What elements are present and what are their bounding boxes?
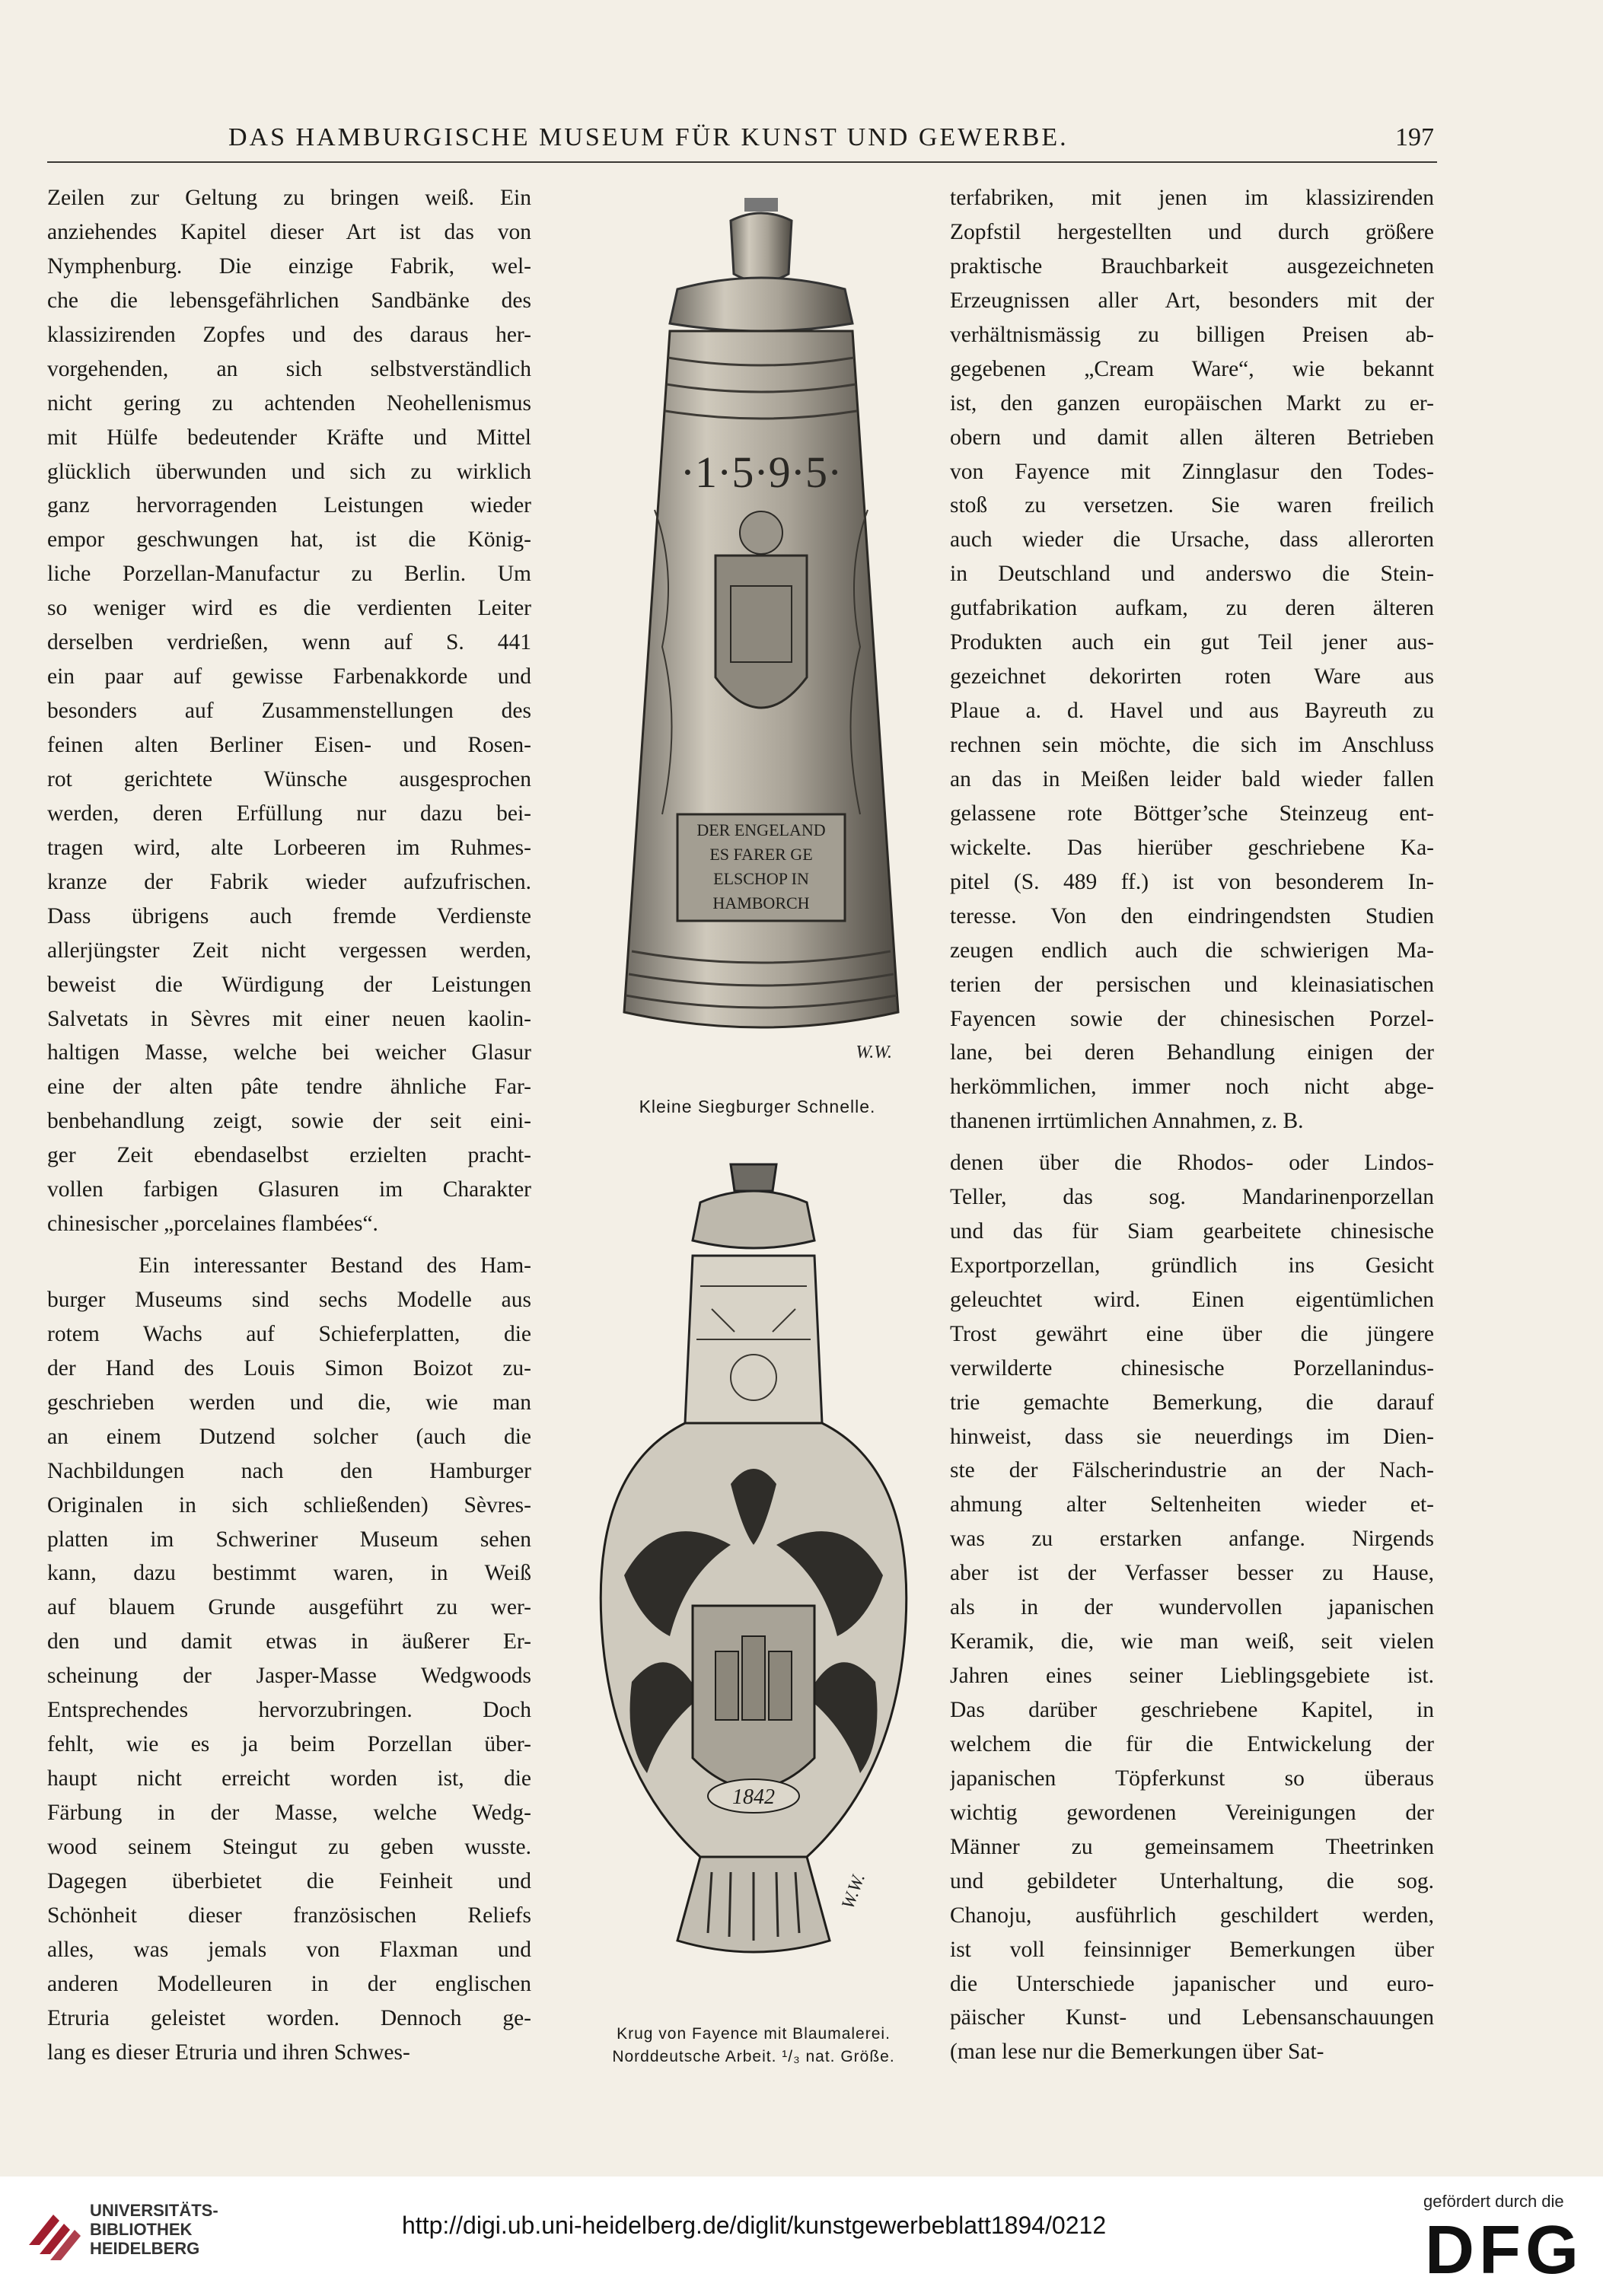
text-line: päischer Kunst- und Lebensanschauungen bbox=[950, 2005, 1434, 2030]
text-line: liche Porzellan-Manufactur zu Berlin. Um bbox=[47, 562, 531, 587]
library-name-line-2: BIBLIOTHEK bbox=[90, 2220, 193, 2239]
text-line: tragen wird, alte Lorbeeren im Ruhmes- bbox=[47, 835, 531, 860]
figure2-caption-line-1: Krug von Fayence mit Blaumalerei. bbox=[617, 2025, 891, 2043]
text-line: an einem Dutzend solcher (auch die bbox=[47, 1424, 531, 1449]
text-line: gelassene rote Böttger’sche Steinzeug ent- bbox=[950, 801, 1434, 826]
text-line: ist voll feinsinniger Bemerkungen über bbox=[950, 1937, 1434, 1962]
source-url-link[interactable]: http://digi.ub.uni-heidelberg.de/diglit/kunstgewerbeblatt1894/0212 bbox=[402, 2212, 1107, 2239]
text-line: besonders auf Zusammenstellungen des bbox=[47, 699, 531, 724]
text-line: Salvetats in Sèvres mit einer neuen kaolin- bbox=[47, 1006, 531, 1031]
left-column-bottom bbox=[47, 1249, 531, 2070]
text-line: empor geschwungen hat, ist die König- bbox=[47, 527, 531, 553]
library-name-line-1: UNIVERSITÄTS- bbox=[90, 2201, 218, 2220]
ub-heidelberg-icon bbox=[23, 2201, 82, 2260]
text-line: nicht gering zu achtenden Neohellenismus bbox=[47, 390, 531, 416]
text-line: fehlt, wie es ja beim Porzellan über- bbox=[47, 1732, 531, 1757]
left-column-top bbox=[47, 181, 531, 1241]
schnelle-illustration bbox=[609, 190, 913, 1088]
text-line: wood seinem Steingut zu geben wusste. bbox=[47, 1834, 531, 1859]
library-name-line-3: HEIDELBERG bbox=[90, 2239, 200, 2258]
text-line: Exportporzellan, gründlich ins Gesicht bbox=[950, 1253, 1434, 1278]
text-line: allerjüngster Zeit nicht vergessen werden, bbox=[47, 938, 531, 963]
running-header: DAS HAMBURGISCHE MUSEUM FÜR KUNST UND GEWERBE. bbox=[228, 123, 1069, 151]
text-line: trie gemachte Bemerkung, die darauf bbox=[950, 1390, 1434, 1415]
text-line: werden, deren Erfüllung nur dazu bei- bbox=[47, 801, 531, 826]
university-library-logo bbox=[23, 2201, 82, 2264]
text-line: Trost gewährt eine über die jüngere bbox=[950, 1321, 1434, 1346]
text-line: kranze der Fabrik wieder aufzufrischen. bbox=[47, 869, 531, 894]
header-rule bbox=[47, 161, 1437, 163]
dfg-logo: DFG bbox=[1425, 2212, 1583, 2288]
lid bbox=[670, 278, 852, 331]
text-line: praktische Brauchbarkeit ausgezeichneten bbox=[950, 253, 1434, 279]
text-line: verwilderte chinesische Porzellanindus- bbox=[950, 1355, 1434, 1380]
text-line: Etruria geleistet worden. Dennoch ge- bbox=[47, 2005, 531, 2030]
text-line: wichtig gewordenen Vereinigungen der bbox=[950, 1800, 1434, 1825]
text-line: platten im Schweriner Museum sehen bbox=[47, 1527, 531, 1552]
right-column-top bbox=[950, 181, 1434, 1138]
text-line: chinesischer „porcelaines flambées“. bbox=[47, 1212, 378, 1237]
text-line: gegebenen „Cream Ware“, wie bekannt bbox=[950, 356, 1434, 381]
text-line: ganz hervorragenden Leistungen wieder bbox=[47, 493, 531, 518]
text-line: stoß zu versetzen. Sie waren freilich bbox=[950, 493, 1434, 518]
text-line: rotem Wachs auf Schieferplatten, die bbox=[47, 1321, 531, 1346]
text-line: lane, bei deren Behandlung einigen der bbox=[950, 1040, 1434, 1065]
text-line: Schönheit dieser französischen Reliefs bbox=[47, 1903, 531, 1928]
text-line: Originalen in sich schließenden) Sèvres- bbox=[47, 1492, 531, 1517]
text-line: hinweist, dass sie neuerdings im Dien- bbox=[950, 1424, 1434, 1449]
figure2-caption bbox=[556, 2023, 951, 2068]
inscription-line-4: HAMBORCH bbox=[712, 893, 810, 912]
text-line: Chanoju, ausführlich geschildert werden, bbox=[950, 1903, 1434, 1928]
text-line: lang es dieser Etruria und ihren Schwes- bbox=[47, 2040, 410, 2065]
text-line: die Unterschiede japanischer und euro- bbox=[950, 1971, 1434, 1996]
text-line: Ein interessanter Bestand des Ham- bbox=[139, 1253, 531, 1278]
text-line: welchem die für die Entwickelung der bbox=[950, 1731, 1434, 1756]
text-line: derselben verdrießen, wenn auf S. 441 bbox=[47, 630, 531, 655]
text-line: gezeichnet dekorirten roten Ware aus bbox=[950, 664, 1434, 689]
figure-siegburg-schnelle bbox=[609, 190, 913, 1088]
text-line: Fayencen sowie der chinesischen Porzel- bbox=[950, 1006, 1434, 1031]
text-line: terfabriken, mit jenen im klassizirenden bbox=[950, 186, 1434, 210]
text-line: geleuchtet wird. Einen eigentümlichen bbox=[950, 1287, 1434, 1312]
library-name bbox=[90, 2201, 218, 2258]
funded-by-label: gefördert durch die bbox=[1423, 2192, 1564, 2211]
text-line: Das darüber geschriebene Kapitel, in bbox=[950, 1698, 1434, 1722]
text-line: teresse. Von den eindringendsten Studien bbox=[950, 903, 1434, 928]
text-line: ahmung alter Seltenheiten wieder et- bbox=[950, 1492, 1434, 1517]
text-line: auf blauem Grunde ausgeführt zu wer- bbox=[47, 1595, 531, 1620]
text-line: vorgehenden, an sich selbstverständlich bbox=[47, 356, 531, 381]
text-line: und das für Siam gearbeitete chinesische bbox=[950, 1218, 1434, 1244]
text-line: Erzeugnissen aller Art, besonders mit der bbox=[950, 288, 1434, 313]
jug-finial bbox=[731, 1164, 776, 1191]
figure2-year: 1842 bbox=[732, 1785, 775, 1809]
text-line: beweist die Würdigung der Leistungen bbox=[47, 972, 531, 997]
jug-illustration bbox=[578, 1149, 929, 2017]
text-line: Nymphenburg. Die einzige Fabrik, wel- bbox=[47, 253, 531, 279]
text-line: von Fayence mit Zinnglasur den Todes- bbox=[950, 459, 1434, 484]
text-line: Keramik, die, wie man weiß, seit vielen bbox=[950, 1629, 1434, 1654]
figure2-caption-line-2: Norddeutsche Arbeit. ¹/₃ nat. Größe. bbox=[612, 2048, 895, 2065]
text-line: feinen alten Berliner Eisen- und Rosen- bbox=[47, 733, 531, 757]
text-line: wickelte. Das hierüber geschriebene Ka- bbox=[950, 835, 1434, 860]
text-line: und gebildeter Unterhaltung, die sog. bbox=[950, 1868, 1434, 1893]
text-line: eine der alten pâte tendre ähnliche Far- bbox=[47, 1075, 531, 1100]
text-line: che die lebensgefährlichen Sandbänke des bbox=[47, 288, 531, 313]
text-line: was zu erstarken anfange. Nirgends bbox=[950, 1527, 1434, 1552]
right-column-bottom bbox=[950, 1146, 1434, 2069]
text-line: thanenen irrtümlichen Annahmen, z. B. bbox=[950, 1109, 1304, 1134]
text-line: Dass übrigens auch fremde Verdienste bbox=[47, 903, 531, 928]
coat-of-arms bbox=[715, 556, 807, 708]
text-line: alles, was jemals von Flaxman und bbox=[47, 1937, 531, 1962]
text-line: Teller, das sog. Mandarinenporzellan bbox=[950, 1184, 1434, 1209]
text-line: auch wieder die Ursache, dass allerorten bbox=[950, 527, 1434, 553]
text-line: so weniger wird es die verdienten Leiter bbox=[47, 596, 531, 621]
figure2-signature: W.W. bbox=[838, 1871, 869, 1912]
text-line: scheinung der Jasper-Masse Wedgwoods bbox=[47, 1664, 531, 1689]
text-line: anziehendes Kapitel dieser Art ist das von bbox=[47, 219, 531, 244]
text-line: Nachbildungen nach den Hamburger bbox=[47, 1458, 531, 1483]
text-line: zeugen endlich auch die schwierigen Ma- bbox=[950, 938, 1434, 963]
text-line: anderen Modelleuren in der englischen bbox=[47, 1971, 531, 1996]
text-line: als in der wundervollen japanischen bbox=[950, 1595, 1434, 1620]
text-line: in Deutschland und anderswo die Stein- bbox=[950, 562, 1434, 587]
text-line: ger Zeit ebendaselbst erzielten pracht- bbox=[47, 1143, 531, 1168]
text-line: denen über die Rhodos- oder Lindos- bbox=[950, 1151, 1434, 1175]
text-line: Zeilen zur Geltung zu bringen weiß. Ein bbox=[47, 186, 531, 210]
figure1-caption: Kleine Siegburger Schnelle. bbox=[639, 1097, 876, 1116]
figure-fayence-jug bbox=[578, 1149, 929, 2017]
text-line: gutfabrikation aufkam, zu deren älteren bbox=[950, 596, 1434, 621]
text-line: geschrieben werden und die, wie man bbox=[47, 1390, 531, 1415]
text-line: vollen farbigen Glasuren im Charakter bbox=[47, 1177, 531, 1202]
text-line: haupt nicht erreicht worden ist, die bbox=[47, 1766, 531, 1791]
text-line: (man lese nur die Bemerkungen über Sat- bbox=[950, 2040, 1324, 2065]
text-line: glücklich überwunden und sich zu wirklich bbox=[47, 459, 531, 484]
text-line: haltigen Masse, welche bei weicher Glasur bbox=[47, 1040, 531, 1065]
lid-knob bbox=[731, 213, 792, 282]
jug-lid bbox=[693, 1191, 814, 1248]
text-line: klassizirenden Zopfes und des daraus her- bbox=[47, 322, 531, 347]
text-line: Produkten auch ein gut Teil jener aus- bbox=[950, 630, 1434, 655]
page-number: 197 bbox=[1395, 123, 1434, 151]
text-line: an das in Meißen leider bald wieder fallen bbox=[950, 766, 1434, 791]
text-line: terien der persischen und kleinasiatischen bbox=[950, 972, 1434, 997]
inscription-line-1: DER ENGELAND bbox=[696, 820, 826, 839]
text-line: den und damit etwas in äußerer Er- bbox=[47, 1629, 531, 1654]
text-line: herkömmlichen, immer noch nicht abge- bbox=[950, 1075, 1434, 1100]
crown bbox=[740, 511, 782, 554]
text-line: Plaue a. d. Havel und aus Bayreuth zu bbox=[950, 699, 1434, 724]
text-line: Färbung in der Masse, welche Wedg- bbox=[47, 1801, 531, 1825]
text-line: benbehandlung zeigt, sowie der seit eini- bbox=[47, 1109, 531, 1134]
text-line: rechnen sein möchte, die sich im Anschluss bbox=[950, 733, 1434, 757]
text-line: verhältnismässig zu billigen Preisen ab- bbox=[950, 322, 1434, 347]
text-line: ist, den ganzen europäischen Markt zu er- bbox=[950, 390, 1434, 416]
text-line: ein paar auf gewisse Farbenakkorde und bbox=[47, 664, 531, 689]
text-line: Dagegen überbietet die Feinheit und bbox=[47, 1868, 531, 1893]
text-line: pitel (S. 489 ff.) ist von besonderem In- bbox=[950, 869, 1434, 894]
lid-finial bbox=[744, 198, 778, 212]
text-line: japanischen Töpferkunst so überaus bbox=[950, 1766, 1434, 1791]
text-line: Männer zu gemeinsamem Theetrinken bbox=[950, 1834, 1434, 1859]
text-line: der Hand des Louis Simon Boizot zu- bbox=[47, 1355, 531, 1380]
text-line: Entsprechendes hervorzubringen. Doch bbox=[47, 1698, 531, 1723]
text-line: ste der Fälscherindustrie an der Nach- bbox=[950, 1458, 1434, 1483]
text-line: kann, dazu bestimmt waren, in Weiß bbox=[47, 1561, 531, 1586]
text-line: mit Hülfe bedeutender Kräfte und Mittel bbox=[47, 425, 531, 450]
text-line: aber ist der Verfasser besser zu Hause, bbox=[950, 1561, 1434, 1586]
text-line: Zopfstil hergestellten und durch größere bbox=[950, 219, 1434, 244]
inscription-line-2: ES FARER GE bbox=[709, 845, 813, 864]
text-line: rot gerichtete Wünsche ausgesprochen bbox=[47, 766, 531, 791]
figure1-year: ·1·5·9·5· bbox=[680, 447, 843, 497]
inscription-line-3: ELSCHOP IN bbox=[713, 869, 809, 888]
text-line: obern und damit allen älteren Betrieben bbox=[950, 425, 1434, 450]
text-line: burger Museums sind sechs Modelle aus bbox=[47, 1287, 531, 1312]
text-line: Jahren eines seiner Lieblingsgebiete ist. bbox=[950, 1664, 1434, 1689]
figure1-signature: W.W. bbox=[856, 1043, 892, 1062]
